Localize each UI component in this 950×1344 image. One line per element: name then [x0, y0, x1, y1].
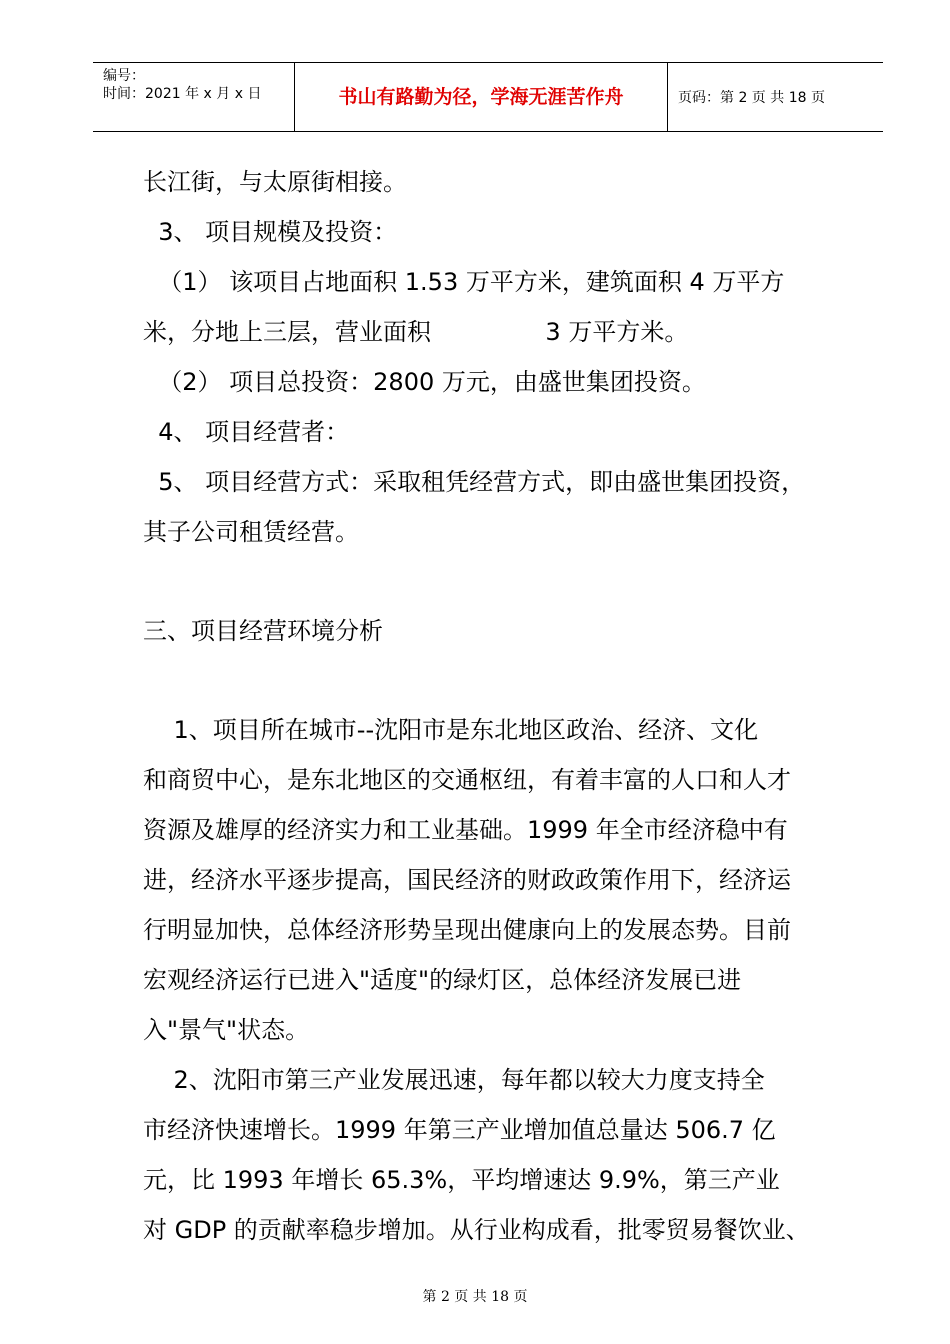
body-line: 宏观经济运行已进入"适度"的绿灯区，总体经济发展已进: [143, 966, 742, 994]
page-footer: 第 2 页 共 18 页: [422, 1289, 528, 1305]
body-line: 入"景气"状态。: [143, 1016, 310, 1044]
body-line: （2） 项目总投资：2800 万元，由盛世集团投资。: [143, 368, 706, 396]
body-line: 3、 项目规模及投资：: [143, 218, 398, 246]
header-motto-cell: [295, 63, 668, 131]
body-line: （1） 该项目占地面积 1.53 万平方米，建筑面积 4 万平方: [143, 268, 785, 296]
document-number-label: 编号：: [103, 68, 145, 84]
body-line: 长江街，与太原街相接。: [143, 168, 407, 196]
body-line: 5、 项目经营方式：采取租凭经营方式，即由盛世集团投资，: [143, 468, 806, 496]
section-heading: 三、项目经营环境分析: [143, 617, 383, 645]
document-time-label: 时间：2021 年 x 月 x 日: [103, 86, 262, 102]
body-line: 其子公司租赁经营。: [143, 518, 359, 546]
body-line: 和商贸中心，是东北地区的交通枢纽，有着丰富的人口和人才: [143, 766, 791, 794]
body-line: 4、 项目经营者：: [143, 418, 350, 446]
page-header: [93, 62, 883, 132]
body-line: 米，分地上三层，营业面积 3 万平方米。: [143, 318, 689, 346]
body-line: 进，经济水平逐步提高，国民经济的财政政策作用下，经济运: [143, 866, 791, 894]
header-left-cell: [93, 63, 295, 131]
body-line: 2、沈阳市第三产业发展迅速，每年都以较大力度支持全: [143, 1066, 765, 1094]
body-line: 行明显加快，总体经济形势呈现出健康向上的发展态势。目前: [143, 916, 791, 944]
body-line: 元，比 1993 年增长 65.3%，平均增速达 9.9%，第三产业: [143, 1166, 780, 1194]
header-right-cell: [668, 63, 883, 131]
body-line: 1、项目所在城市--沈阳市是东北地区政治、经济、文化: [143, 716, 759, 744]
body-line: 对 GDP 的贡献率稳步增加。从行业构成看，批零贸易餐饮业、: [143, 1216, 810, 1244]
header-motto: 书山有路勤为径，学海无涯苦作舟: [338, 86, 624, 108]
body-line: 市经济快速增长。1999 年第三产业增加值总量达 506.7 亿: [143, 1116, 776, 1144]
header-page-info: 页码：第 2 页 共 18 页: [678, 90, 825, 106]
body-line: 资源及雄厚的经济实力和工业基础。1999 年全市经济稳中有: [143, 816, 788, 844]
